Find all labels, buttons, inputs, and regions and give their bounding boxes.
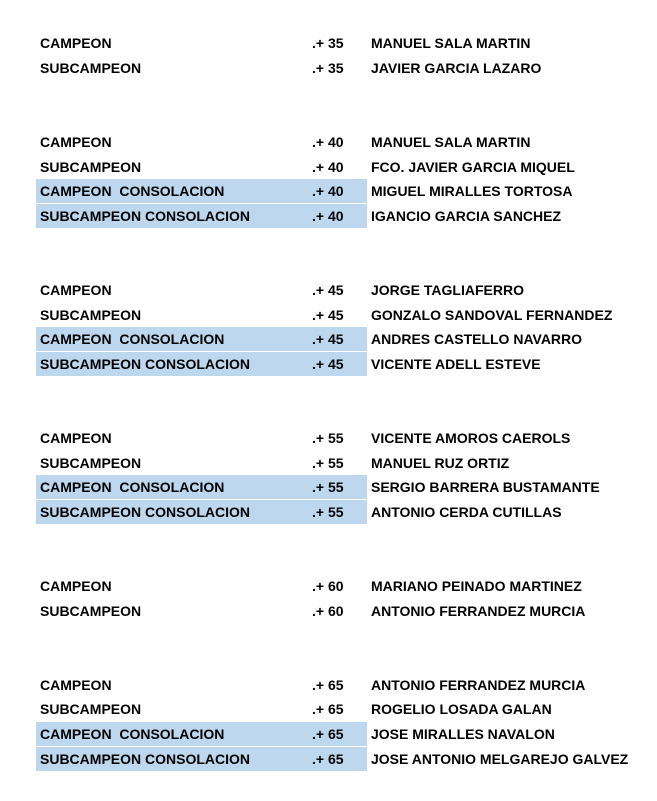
age-category: .+ 60: [312, 578, 344, 594]
player-name: JAVIER GARCIA LAZARO: [371, 60, 542, 76]
player-name: MANUEL SALA MARTIN: [371, 134, 531, 150]
award-title: CAMPEON CONSOLACION: [40, 331, 225, 347]
age-category: .+ 40: [312, 159, 344, 175]
age-category: .+ 65: [312, 677, 344, 693]
age-category: .+ 40: [312, 183, 344, 199]
award-title: SUBCAMPEON: [40, 307, 142, 323]
age-category: .+ 55: [312, 430, 344, 446]
player-name: MANUEL RUZ ORTIZ: [371, 455, 510, 471]
result-row: [36, 31, 636, 55]
award-title: CAMPEON: [40, 134, 112, 150]
player-name: MARIANO PEINADO MARTINEZ: [371, 578, 582, 594]
player-name: VICENTE AMOROS CAEROLS: [371, 430, 571, 446]
award-title: CAMPEON: [40, 430, 112, 446]
result-row: [36, 451, 636, 475]
result-row: [36, 426, 636, 450]
result-row: [36, 673, 636, 697]
award-title: CAMPEON CONSOLACION: [40, 183, 225, 199]
result-row: [36, 56, 636, 80]
age-category: .+ 35: [312, 60, 344, 76]
award-title: SUBCAMPEON CONSOLACION: [40, 356, 251, 372]
result-row-consolation: [36, 179, 636, 203]
player-name: FCO. JAVIER GARCIA MIQUEL: [371, 159, 575, 175]
result-row-consolation: [36, 327, 636, 351]
player-name: ROGELIO LOSADA GALAN: [371, 701, 552, 717]
result-row-consolation: [36, 475, 636, 499]
age-category: .+ 60: [312, 603, 344, 619]
result-row: [36, 155, 636, 179]
award-title: SUBCAMPEON: [40, 701, 142, 717]
age-category: .+ 40: [312, 208, 344, 224]
player-name: JOSE MIRALLES NAVALON: [371, 726, 555, 742]
result-row-consolation: [36, 204, 636, 228]
award-title: SUBCAMPEON: [40, 159, 142, 175]
player-name: JOSE ANTONIO MELGAREJO GALVEZ: [371, 751, 629, 767]
player-name: IGANCIO GARCIA SANCHEZ: [371, 208, 562, 224]
award-title: CAMPEON: [40, 578, 112, 594]
result-row: [36, 574, 636, 598]
player-name: ANTONIO FERRANDEZ MURCIA: [371, 603, 586, 619]
award-title: CAMPEON CONSOLACION: [40, 726, 225, 742]
result-row: [36, 278, 636, 302]
award-title: CAMPEON CONSOLACION: [40, 479, 225, 495]
age-category: .+ 45: [312, 331, 344, 347]
player-name: ANTONIO FERRANDEZ MURCIA: [371, 677, 586, 693]
award-title: CAMPEON: [40, 677, 112, 693]
award-title: CAMPEON: [40, 35, 112, 51]
result-row: [36, 130, 636, 154]
player-name: SERGIO BARRERA BUSTAMANTE: [371, 479, 600, 495]
award-title: SUBCAMPEON CONSOLACION: [40, 208, 251, 224]
age-category: .+ 55: [312, 455, 344, 471]
result-row-consolation: [36, 722, 636, 746]
age-category: .+ 65: [312, 701, 344, 717]
result-row-consolation: [36, 352, 636, 376]
result-row: [36, 697, 636, 721]
player-name: MANUEL SALA MARTIN: [371, 35, 531, 51]
age-category: .+ 55: [312, 479, 344, 495]
award-title: SUBCAMPEON: [40, 603, 142, 619]
player-name: MIGUEL MIRALLES TORTOSA: [371, 183, 573, 199]
award-title: SUBCAMPEON: [40, 455, 142, 471]
player-name: GONZALO SANDOVAL FERNANDEZ: [371, 307, 613, 323]
result-row-consolation: [36, 747, 636, 771]
award-title: CAMPEON: [40, 282, 112, 298]
result-row: [36, 303, 636, 327]
age-category: .+ 65: [312, 726, 344, 742]
age-category: .+ 40: [312, 134, 344, 150]
age-category: .+ 55: [312, 504, 344, 520]
age-category: .+ 45: [312, 307, 344, 323]
award-title: SUBCAMPEON CONSOLACION: [40, 751, 251, 767]
age-category: .+ 45: [312, 282, 344, 298]
player-name: ANDRES CASTELLO NAVARRO: [371, 331, 583, 347]
age-category: .+ 45: [312, 356, 344, 372]
player-name: ANTONIO CERDA CUTILLAS: [371, 504, 562, 520]
age-category: .+ 65: [312, 751, 344, 767]
player-name: JORGE TAGLIAFERRO: [371, 282, 524, 298]
award-title: SUBCAMPEON: [40, 60, 142, 76]
player-name: VICENTE ADELL ESTEVE: [371, 356, 541, 372]
award-title: SUBCAMPEON CONSOLACION: [40, 504, 251, 520]
age-category: .+ 35: [312, 35, 344, 51]
result-row-consolation: [36, 500, 636, 524]
result-row: [36, 599, 636, 623]
